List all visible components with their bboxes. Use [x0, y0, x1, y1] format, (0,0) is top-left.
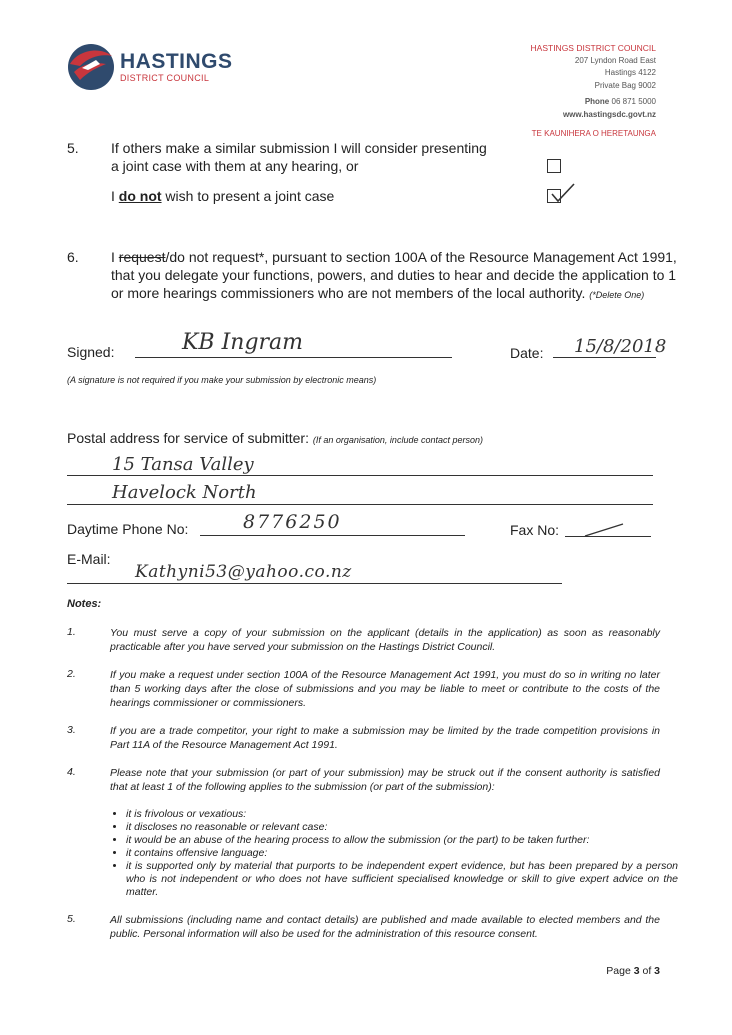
fax-dash-icon — [583, 522, 625, 538]
list-item: • it is frivolous or vexatious: — [126, 808, 678, 821]
logo-subtitle: DISTRICT COUNCIL — [120, 73, 210, 83]
page-current: 3 — [633, 965, 640, 977]
section-6-number: 6. — [67, 249, 79, 265]
maori-name: TE KAUNIHERA O HERETAUNGA — [531, 129, 656, 138]
note-text: You must serve a copy of your submission on the applicant (details in the application) as soon as reasonably practicable after you have served your submission on the Hastings District Council. — [110, 627, 660, 653]
option-2-bold: do not — [118, 188, 162, 204]
date-line — [553, 357, 656, 358]
strike-out-reasons-list — [110, 808, 678, 899]
council-logo — [66, 42, 236, 92]
option-2-pre: I — [111, 188, 119, 204]
council-address-block — [531, 42, 656, 141]
postal-line-2-value[interactable]: Havelock North — [112, 482, 257, 503]
note-number: 5. — [67, 913, 76, 925]
phone-line — [200, 535, 465, 536]
page-mid: of — [639, 965, 655, 977]
date-label: Date: — [510, 345, 544, 361]
struck-request: request — [118, 249, 166, 265]
section-6-line-3-text: or more hearings commissioners who are not members of the local authority. — [111, 285, 586, 301]
page-total: 3 — [654, 965, 660, 977]
note-text: All submissions (including name and contact details) are published and made available to elected members and the public. Personal information will also be used for the administration of this resource consent. — [110, 914, 660, 940]
phone-value: 06 871 5000 — [611, 97, 656, 106]
email-line — [67, 583, 562, 584]
page-number — [606, 965, 660, 977]
section-6-pre: I — [111, 249, 119, 265]
email-label: E-Mail: — [67, 551, 111, 567]
section-6-line-1 — [111, 249, 677, 265]
section-6-line-2: that you delegate your functions, powers, and duties to hear and decide the application to 1 — [111, 267, 677, 283]
option-2-post: wish to present a joint case — [161, 188, 335, 204]
list-item: • it contains offensive language: — [126, 847, 678, 860]
section-5-line-2: a joint case with them at any hearing, or — [111, 158, 359, 174]
note-text: If you are a trade competitor, your right to make a submission may be limited by the trade competition provisions in Part 11A of the Resource Management Act 1991. — [110, 725, 660, 751]
list-item: • it would be an abuse of the hearing process to allow the submission (or the part) to be taken further: — [126, 834, 678, 847]
phone-value[interactable]: 8776250 — [243, 511, 342, 533]
website: www.hastingsdc.govt.nz — [562, 109, 656, 119]
phone-label: Daytime Phone No: — [67, 521, 189, 537]
section-5-number: 5. — [67, 140, 79, 156]
note-number: 2. — [67, 668, 76, 680]
note-number: 4. — [67, 766, 76, 778]
postal-label-text: Postal address for service of submitter: — [67, 430, 309, 446]
logo-name: HASTINGS — [120, 50, 233, 73]
date-value[interactable]: 15/8/2018 — [574, 336, 667, 357]
postal-line-1 — [67, 475, 653, 476]
postal-address-label — [67, 430, 483, 446]
notes-title: Notes: — [67, 598, 102, 610]
phone-label: Phone — [584, 97, 610, 106]
postal-label-note: (If an organisation, include contact person) — [312, 435, 483, 445]
address-line: Hastings 4122 — [604, 68, 656, 77]
signed-label: Signed: — [67, 344, 115, 360]
list-item: • it is supported only by material that purports to be independent expert evidence, but has been prepared by a person who is not independent or who does not have sufficient specialised knowledge or skill to give expert advice on the matter. — [126, 860, 678, 899]
postal-line-1-value[interactable]: 15 Tansa Valley — [112, 454, 254, 475]
signature-note: (A signature is not required if you make your submission by electronic means) — [67, 375, 377, 385]
note-number: 1. — [67, 626, 76, 638]
note-text: If you make a request under section 100A of the Resource Management Act 1991, you must do so in writing no later than 5 working days after the close of submissions and you may be liable to meet or contribute to the costs of the hearings commissioner or commissioners. — [110, 669, 660, 709]
joint-case-checkbox[interactable] — [547, 159, 561, 173]
section-6-post: /do not request*, pursuant to section 100A of the Resource Management Act 1991, — [165, 249, 677, 265]
hastings-logo-icon — [66, 42, 116, 92]
council-name: HASTINGS DISTRICT COUNCIL — [530, 43, 656, 53]
section-5-line-1: If others make a similar submission I will consider presenting — [111, 140, 487, 156]
list-item: • it discloses no reasonable or relevant case: — [126, 821, 678, 834]
delete-note: (*Delete One) — [589, 290, 645, 300]
address-line: 207 Lyndon Road East — [574, 55, 656, 65]
note-text: Please note that your submission (or part of your submission) may be struck out if the consent authority is satisfied that at least 1 of the following applies to the submission (or part of the submission): — [110, 767, 660, 793]
fax-label: Fax No: — [510, 522, 560, 538]
postal-line-2 — [67, 504, 653, 505]
phone-line — [531, 96, 656, 109]
page-pre: Page — [606, 965, 634, 977]
address-line: Private Bag 9002 — [594, 80, 656, 90]
section-5-option-2 — [111, 188, 334, 204]
note-number: 3. — [67, 724, 76, 736]
section-6-line-3 — [111, 285, 644, 301]
check-mark-icon — [550, 182, 576, 204]
signature-value[interactable]: KB Ingram — [182, 330, 304, 355]
signature-line — [135, 357, 452, 358]
email-value[interactable]: Kathyni53@yahoo.co.nz — [135, 562, 352, 582]
